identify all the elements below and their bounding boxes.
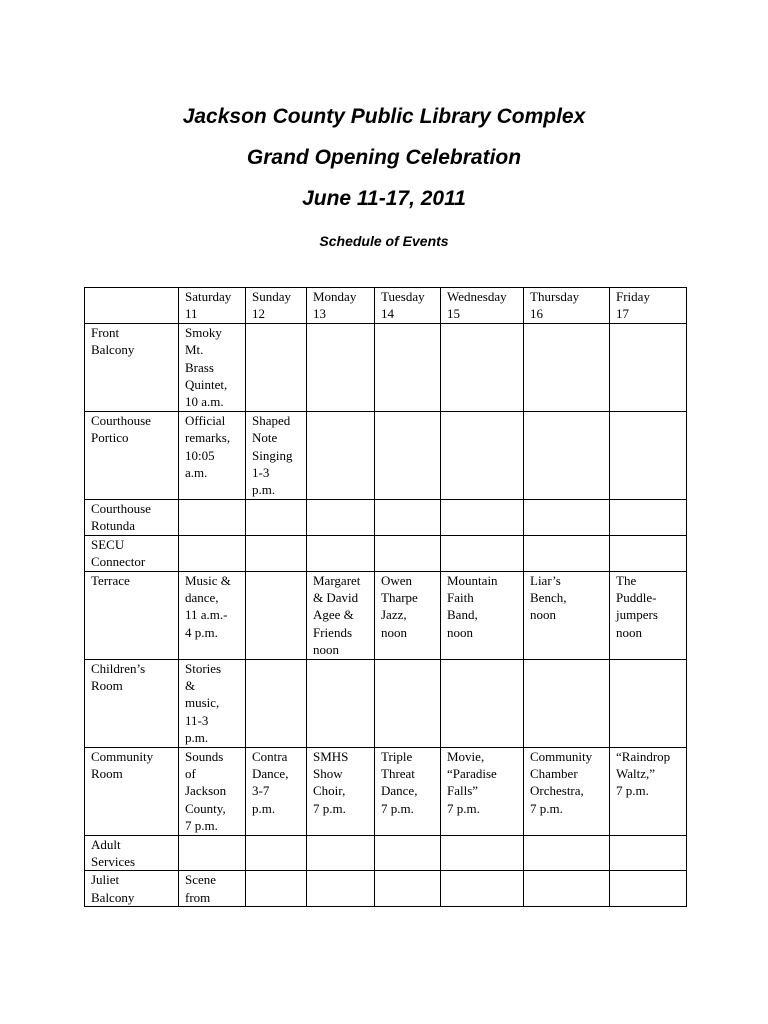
event-cell — [307, 499, 375, 535]
event-cell — [246, 835, 307, 871]
cell-text-line: Community — [91, 748, 154, 764]
event-cell — [307, 323, 375, 411]
table-header-cell — [85, 288, 179, 324]
cell-text-line: & — [185, 677, 196, 693]
cell-text-line: 12 — [252, 306, 265, 322]
event-cell — [307, 411, 375, 499]
cell-text-line: Balcony — [91, 342, 135, 358]
event-cell — [179, 871, 246, 907]
event-cell — [246, 659, 307, 747]
location-cell — [85, 499, 179, 535]
event-cell — [610, 835, 687, 871]
cell-text-line: Room — [91, 765, 123, 781]
location-cell — [85, 571, 179, 659]
event-cell — [524, 323, 610, 411]
location-cell — [85, 411, 179, 499]
event-cell — [610, 571, 687, 659]
cell-text-line: Band, — [447, 607, 478, 623]
event-cell — [307, 659, 375, 747]
event-cell — [375, 871, 441, 907]
cell-text-line: noon — [313, 642, 339, 658]
event-dates: June 11-17, 2011 — [302, 187, 466, 210]
event-cell — [179, 535, 246, 571]
cell-text-line: Threat — [381, 765, 415, 781]
cell-text-line: Balcony — [91, 889, 135, 905]
cell-text-line: 1-3 — [252, 465, 270, 481]
cell-text-line: 13 — [313, 306, 326, 322]
cell-text-line: Owen — [381, 572, 413, 588]
cell-text-line: Sounds — [185, 748, 224, 764]
cell-text-line: Falls” — [447, 783, 479, 799]
cell-text-line: Children’s — [91, 660, 146, 676]
cell-text-line: music, — [185, 695, 220, 711]
cell-text-line: Bench, — [530, 589, 567, 605]
cell-text-line: 11-3 — [185, 712, 209, 728]
event-cell — [375, 571, 441, 659]
event-cell — [610, 411, 687, 499]
event-cell — [524, 411, 610, 499]
cell-text-line: Wednesday — [447, 289, 507, 304]
location-cell — [85, 835, 179, 871]
cell-text-line: Stories — [185, 660, 222, 676]
cell-text-line: a.m. — [185, 465, 208, 481]
event-cell — [524, 659, 610, 747]
location-cell — [85, 871, 179, 907]
event-cell — [610, 499, 687, 535]
event-cell — [246, 499, 307, 535]
cell-text-line: noon — [381, 624, 407, 640]
event-cell — [524, 835, 610, 871]
cell-text-line: Triple — [381, 748, 413, 764]
event-cell — [610, 747, 687, 835]
event-cell — [375, 747, 441, 835]
table-row — [85, 659, 687, 747]
cell-text-line: Community — [530, 748, 593, 764]
event-cell — [375, 535, 441, 571]
event-cell — [179, 323, 246, 411]
event-cell — [441, 571, 524, 659]
event-cell — [375, 835, 441, 871]
table-header-cell — [375, 288, 441, 324]
cell-text-line: jumpers — [616, 607, 658, 623]
cell-text-line: Brass — [185, 359, 214, 375]
cell-text-line: Dance, — [381, 783, 418, 799]
table-header-row — [85, 288, 687, 324]
event-cell — [246, 571, 307, 659]
table-header-cell — [179, 288, 246, 324]
location-cell — [85, 747, 179, 835]
event-cell — [179, 411, 246, 499]
event-cell — [179, 571, 246, 659]
event-cell — [307, 535, 375, 571]
cell-text-line: 16 — [530, 306, 543, 322]
document-subtitle: Grand Opening Celebration — [246, 146, 522, 169]
cell-text-line: p.m. — [185, 730, 209, 746]
schedule-heading: Schedule of Events — [319, 233, 449, 249]
cell-text-line: Scene — [185, 872, 217, 888]
cell-text-line: Mountain — [447, 572, 498, 588]
event-cell — [246, 535, 307, 571]
cell-text-line: p.m. — [252, 482, 276, 498]
cell-text-line: SECU — [91, 536, 125, 552]
event-cell — [524, 871, 610, 907]
event-cell — [307, 571, 375, 659]
event-cell — [441, 659, 524, 747]
document-title: Jackson County Public Library Complex — [182, 105, 586, 128]
event-cell — [246, 411, 307, 499]
table-row — [85, 835, 687, 871]
cell-text-line: Juliet — [91, 872, 120, 888]
event-cell — [375, 411, 441, 499]
event-cell — [441, 835, 524, 871]
cell-text-line: Smoky — [185, 324, 222, 340]
table-header-cell — [307, 288, 375, 324]
cell-text-line: Services — [91, 854, 136, 869]
event-cell — [441, 871, 524, 907]
cell-text-line: Thursday — [530, 289, 580, 304]
cell-text-line: noon — [530, 607, 556, 623]
event-cell — [441, 535, 524, 571]
cell-text-line: 14 — [381, 306, 394, 322]
table-row — [85, 323, 687, 411]
cell-text-line: Singing — [252, 447, 293, 463]
cell-text-line: 7 p.m. — [381, 800, 414, 816]
cell-text-line: The — [616, 572, 637, 588]
event-cell — [179, 659, 246, 747]
table-header-cell — [246, 288, 307, 324]
cell-text-line: Contra — [252, 748, 288, 764]
cell-text-line: noon — [447, 624, 473, 640]
event-cell — [524, 747, 610, 835]
event-cell — [375, 659, 441, 747]
cell-text-line: “Paradise — [447, 765, 497, 781]
event-cell — [610, 871, 687, 907]
table-row — [85, 499, 687, 535]
cell-text-line: Sunday — [252, 289, 291, 304]
event-cell — [441, 747, 524, 835]
table-row — [85, 871, 687, 907]
event-cell — [610, 659, 687, 747]
cell-text-line: Front — [91, 324, 120, 340]
cell-text-line: 11 — [185, 306, 198, 322]
cell-text-line: Courthouse — [91, 412, 151, 428]
cell-text-line: 15 — [447, 306, 460, 322]
cell-text-line: Connector — [91, 554, 146, 570]
cell-text-line: 4 p.m. — [185, 624, 218, 640]
cell-text-line: Monday — [313, 289, 357, 304]
event-cell — [307, 871, 375, 907]
event-cell — [375, 323, 441, 411]
event-cell — [307, 747, 375, 835]
event-cell — [441, 323, 524, 411]
event-cell — [179, 499, 246, 535]
event-cell — [179, 835, 246, 871]
table-row — [85, 535, 687, 571]
table-row — [85, 571, 687, 659]
table-row — [85, 411, 687, 499]
cell-text-line: Puddle- — [616, 589, 657, 605]
cell-text-line: Waltz,” — [616, 765, 656, 781]
cell-text-line: County, — [185, 800, 226, 816]
cell-text-line: from — [185, 889, 211, 905]
cell-text-line: Movie, — [447, 748, 485, 764]
location-cell — [85, 323, 179, 411]
cell-text-line: Choir, — [313, 783, 346, 799]
cell-text-line: Adult — [91, 836, 121, 852]
cell-text-line: Quintet, — [185, 377, 228, 393]
cell-text-line: 10:05 — [185, 447, 215, 463]
cell-text-line: Jackson — [185, 783, 227, 799]
cell-text-line: Portico — [91, 430, 129, 446]
table-header-cell — [524, 288, 610, 324]
cell-text-line: 7 p.m. — [313, 800, 346, 816]
table-header-cell — [441, 288, 524, 324]
cell-text-line: Shaped — [252, 412, 291, 428]
event-cell — [179, 747, 246, 835]
event-cell — [441, 411, 524, 499]
cell-text-line: Note — [252, 430, 278, 446]
event-cell — [246, 323, 307, 411]
schedule-table — [84, 287, 687, 907]
event-cell — [524, 535, 610, 571]
cell-text-line: 7 p.m. — [530, 800, 563, 816]
event-cell — [524, 571, 610, 659]
cell-text-line: Courthouse — [91, 500, 151, 516]
cell-text-line: SMHS — [313, 748, 349, 764]
cell-text-line: 7 p.m. — [447, 800, 480, 816]
table-header-cell — [610, 288, 687, 324]
cell-text-line: Liar’s — [530, 572, 561, 588]
cell-text-line: Margaret — [313, 572, 361, 588]
cell-text-line: Rotunda — [91, 518, 136, 534]
cell-text-line: 3-7 — [252, 783, 270, 799]
cell-text-line: Chamber — [530, 765, 578, 781]
event-cell — [307, 835, 375, 871]
cell-text-line: Room — [91, 677, 123, 693]
location-cell — [85, 535, 179, 571]
event-cell — [441, 499, 524, 535]
cell-text-line: Music & — [185, 572, 231, 588]
cell-text-line: “Raindrop — [616, 748, 671, 764]
cell-text-line: Mt. — [185, 342, 204, 358]
cell-text-line: Tuesday — [381, 289, 425, 304]
cell-text-line: 11 a.m.- — [185, 607, 228, 623]
cell-text-line: noon — [616, 624, 642, 640]
cell-text-line: Official — [185, 412, 226, 428]
cell-text-line: 17 — [616, 306, 629, 322]
cell-text-line: Friends — [313, 624, 352, 640]
event-cell — [246, 747, 307, 835]
cell-text-line: Orchestra, — [530, 783, 584, 799]
event-cell — [375, 499, 441, 535]
cell-text-line: of — [185, 765, 196, 781]
event-cell — [610, 535, 687, 571]
cell-text-line: Show — [313, 765, 343, 781]
cell-text-line: Faith — [447, 589, 474, 605]
cell-text-line: Dance, — [252, 765, 289, 781]
cell-text-line: 10 a.m. — [185, 394, 224, 410]
location-cell — [85, 659, 179, 747]
event-cell — [246, 871, 307, 907]
event-cell — [610, 323, 687, 411]
cell-text-line: Jazz, — [381, 607, 407, 623]
table-row — [85, 747, 687, 835]
cell-text-line: Saturday — [185, 289, 232, 304]
cell-text-line: Agee & — [313, 607, 354, 623]
cell-text-line: p.m. — [252, 800, 276, 816]
cell-text-line: & David — [313, 589, 359, 605]
cell-text-line: 7 p.m. — [616, 783, 649, 799]
cell-text-line: Friday — [616, 289, 650, 304]
cell-text-line: remarks, — [185, 430, 231, 446]
cell-text-line: Tharpe — [381, 589, 418, 605]
cell-text-line: dance, — [185, 589, 219, 605]
event-cell — [524, 499, 610, 535]
cell-text-line: 7 p.m. — [185, 818, 218, 834]
cell-text-line: Terrace — [91, 572, 130, 588]
